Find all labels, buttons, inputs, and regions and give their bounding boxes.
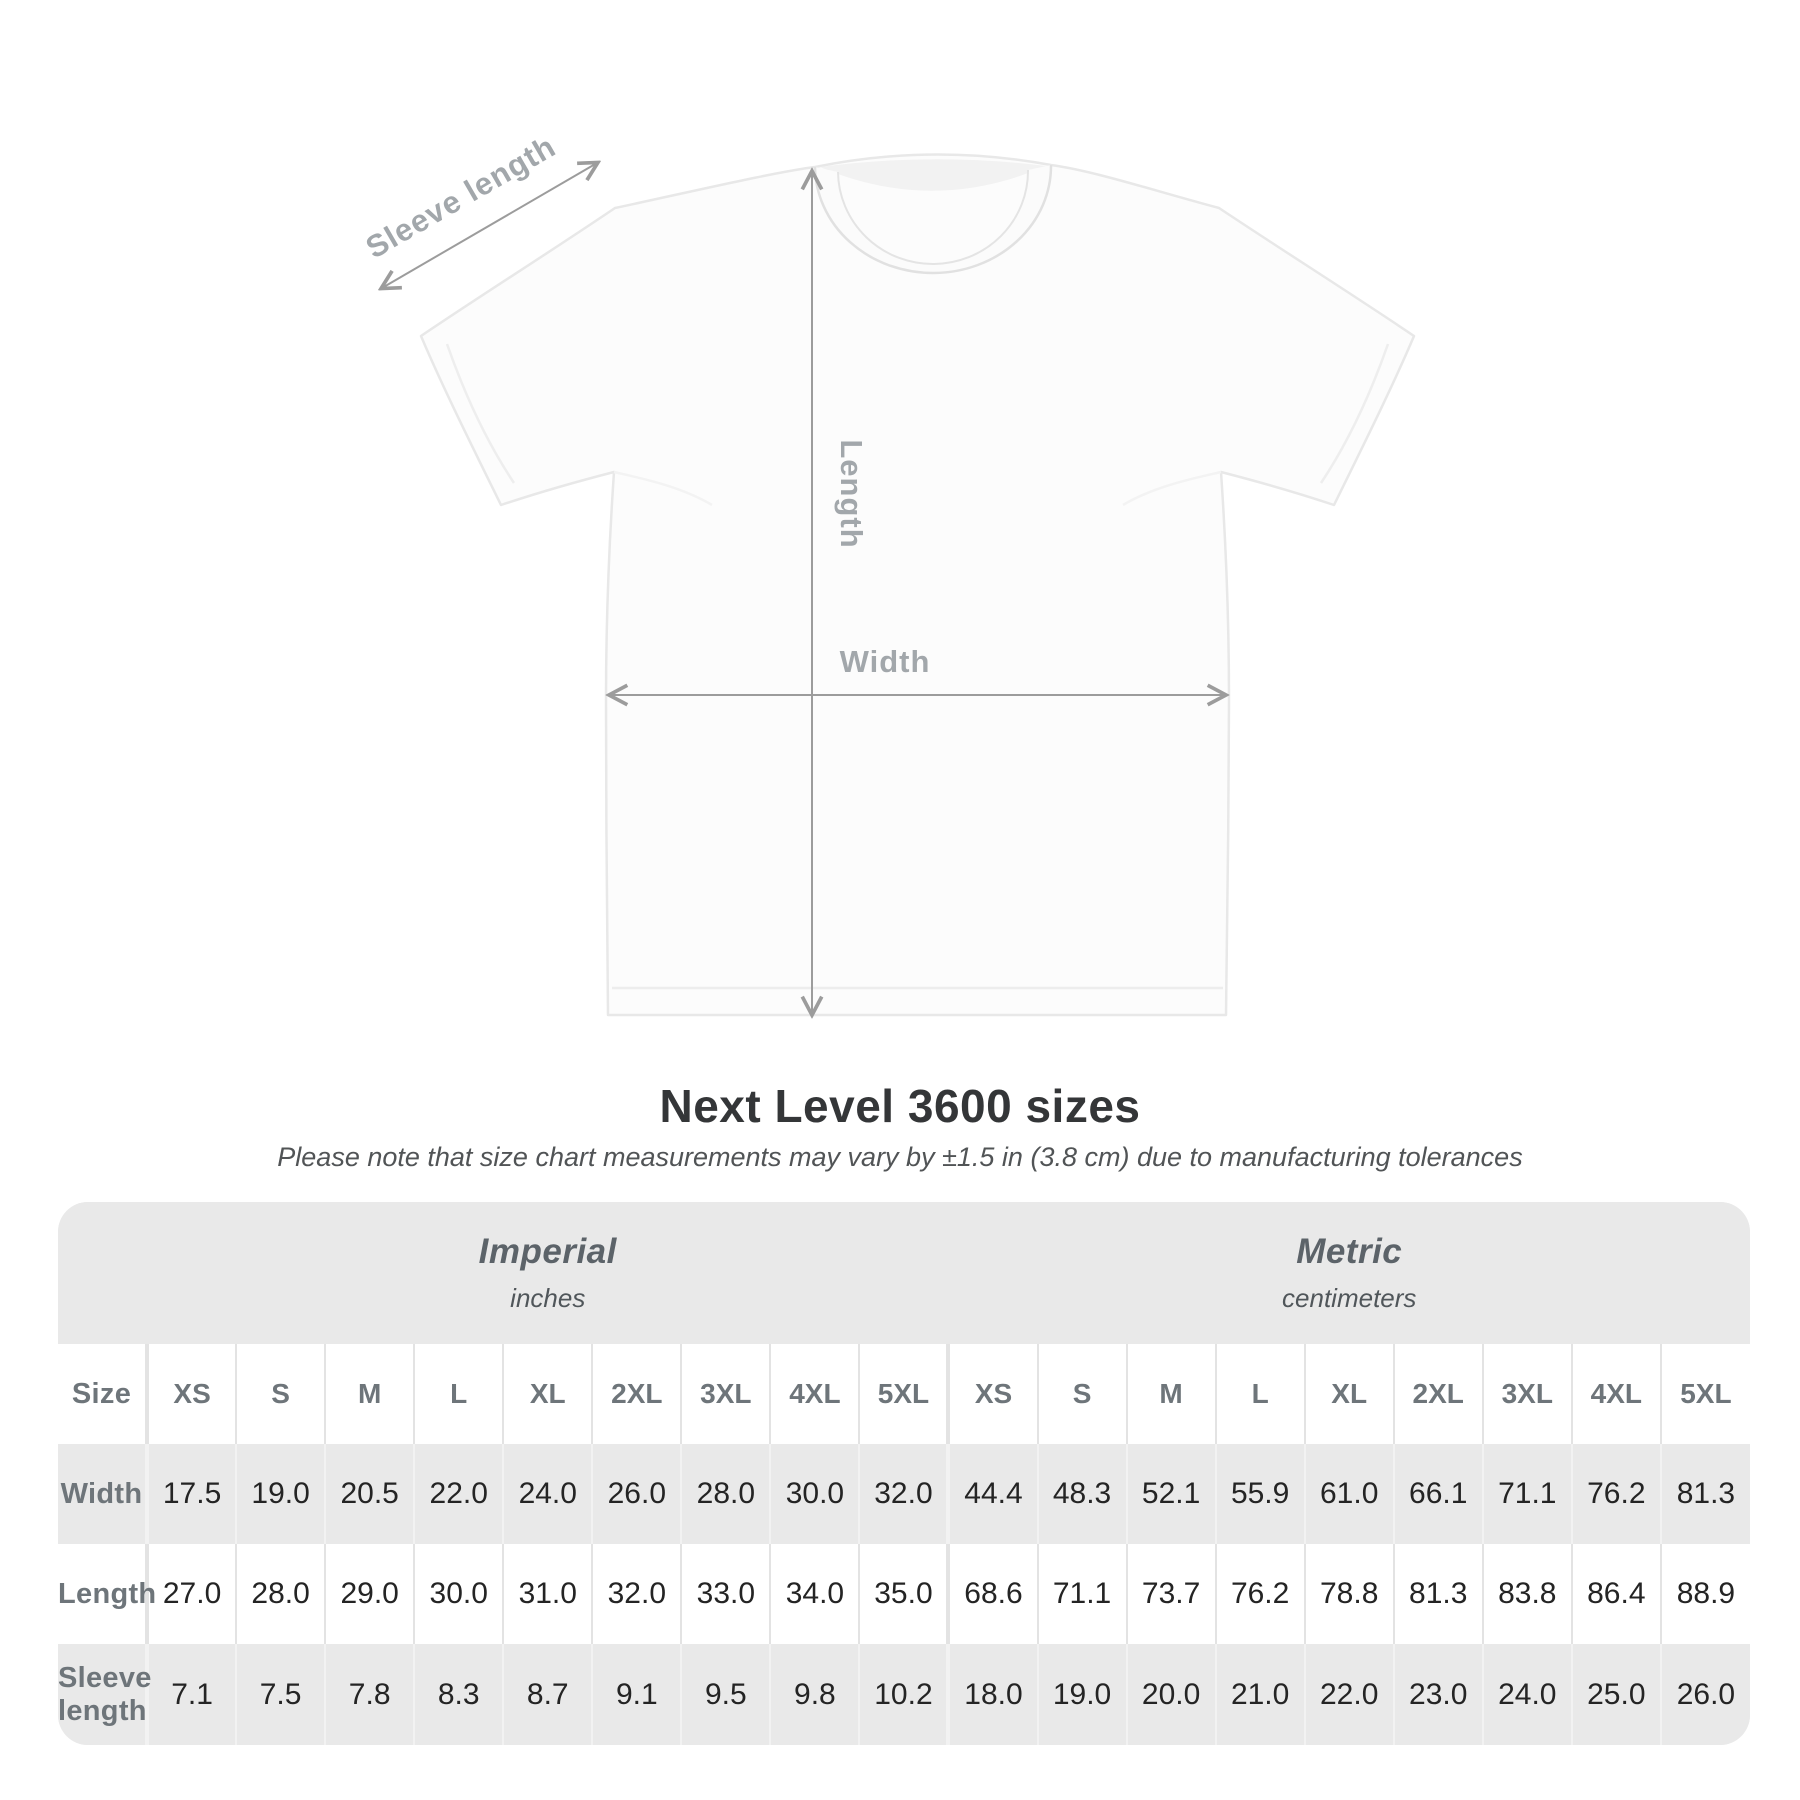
- cell: 71.1: [1038, 1544, 1127, 1644]
- cell: 34.0: [770, 1544, 859, 1644]
- size-header-row: [58, 1344, 1750, 1444]
- row-label-width: Width: [60, 1477, 143, 1510]
- length-label: Length: [834, 439, 869, 549]
- section-unit: inches: [510, 1283, 586, 1313]
- col-header-xl-metric: XL: [1305, 1344, 1394, 1444]
- cell: 83.8: [1483, 1544, 1572, 1644]
- row-label-sleeve-length: Sleeve length: [58, 1661, 152, 1727]
- cell: 55.9: [1216, 1444, 1305, 1544]
- cell: 68.6: [948, 1544, 1037, 1644]
- cell: 28.0: [681, 1444, 770, 1544]
- cell: 71.1: [1483, 1444, 1572, 1544]
- cell: 25.0: [1572, 1644, 1661, 1745]
- col-header-5xl-metric: 5XL: [1661, 1344, 1750, 1444]
- col-header-4xl-imperial: 4XL: [770, 1344, 859, 1444]
- section-header-row: [58, 1202, 1750, 1344]
- cell: 26.0: [592, 1444, 681, 1544]
- metric-section-header: [948, 1202, 1750, 1344]
- cell: 19.0: [1038, 1644, 1127, 1745]
- cell: 24.0: [1483, 1644, 1572, 1745]
- corner-spacer: [58, 1202, 147, 1344]
- cell: 22.0: [1305, 1644, 1394, 1745]
- cell: 19.0: [236, 1444, 325, 1544]
- cell: 7.8: [325, 1644, 414, 1745]
- tshirt-outline: [421, 154, 1414, 1015]
- cell: 66.1: [1394, 1444, 1483, 1544]
- table-row-width: [58, 1444, 1750, 1544]
- col-header-m-imperial: M: [325, 1344, 414, 1444]
- col-header-2xl-imperial: 2XL: [592, 1344, 681, 1444]
- col-header-s-metric: S: [1038, 1344, 1127, 1444]
- col-header-xs-imperial: XS: [147, 1344, 236, 1444]
- sleeve-length-label: Sleeve length: [359, 128, 562, 266]
- cell: 31.0: [503, 1544, 592, 1644]
- cell: 8.7: [503, 1644, 592, 1745]
- cell: 24.0: [503, 1444, 592, 1544]
- tshirt-illustration: [421, 154, 1414, 1015]
- col-header-4xl-metric: 4XL: [1572, 1344, 1661, 1444]
- cell: 27.0: [147, 1544, 236, 1644]
- col-header-xs-metric: XS: [948, 1344, 1037, 1444]
- cell: 81.3: [1661, 1444, 1750, 1544]
- cell: 26.0: [1661, 1644, 1750, 1745]
- imperial-section-header: [147, 1202, 948, 1344]
- section-unit: centimeters: [1282, 1283, 1417, 1313]
- table-row-length: [58, 1544, 1750, 1644]
- cell: 20.5: [325, 1444, 414, 1544]
- cell: 33.0: [681, 1544, 770, 1644]
- table-row-sleeve-length: [58, 1644, 1750, 1745]
- cell: 21.0: [1216, 1644, 1305, 1745]
- cell: 20.0: [1127, 1644, 1216, 1745]
- col-header-xl-imperial: XL: [503, 1344, 592, 1444]
- cell: 30.0: [770, 1444, 859, 1544]
- cell: 30.0: [414, 1544, 503, 1644]
- col-header-2xl-metric: 2XL: [1394, 1344, 1483, 1444]
- cell: 48.3: [1038, 1444, 1127, 1544]
- cell: 7.1: [147, 1644, 236, 1745]
- col-header-5xl-imperial: 5XL: [859, 1344, 948, 1444]
- cell: 18.0: [948, 1644, 1037, 1745]
- cell: 8.3: [414, 1644, 503, 1745]
- cell: 32.0: [859, 1444, 948, 1544]
- cell: 76.2: [1216, 1544, 1305, 1644]
- cell: 35.0: [859, 1544, 948, 1644]
- size-corner-header: Size: [71, 1377, 132, 1410]
- section-title: Metric: [1296, 1232, 1403, 1271]
- cell: 9.1: [592, 1644, 681, 1745]
- col-header-l-metric: L: [1216, 1344, 1305, 1444]
- cell: 76.2: [1572, 1444, 1661, 1544]
- cell: 32.0: [592, 1544, 681, 1644]
- section-title: Imperial: [478, 1232, 617, 1271]
- cell: 52.1: [1127, 1444, 1216, 1544]
- size-table-card: [58, 1202, 1750, 1745]
- cell: 9.8: [770, 1644, 859, 1745]
- cell: 9.5: [681, 1644, 770, 1745]
- cell: 73.7: [1127, 1544, 1216, 1644]
- col-header-l-imperial: L: [414, 1344, 503, 1444]
- size-table: [58, 1202, 1750, 1745]
- cell: 61.0: [1305, 1444, 1394, 1544]
- cell: 29.0: [325, 1544, 414, 1644]
- col-header-3xl-imperial: 3XL: [681, 1344, 770, 1444]
- cell: 81.3: [1394, 1544, 1483, 1644]
- width-label: Width: [839, 644, 931, 679]
- row-label-length: Length: [58, 1577, 157, 1610]
- cell: 78.8: [1305, 1544, 1394, 1644]
- page-title: Next Level 3600 sizes: [659, 1080, 1141, 1132]
- cell: 10.2: [859, 1644, 948, 1745]
- col-header-m-metric: M: [1127, 1344, 1216, 1444]
- cell: 22.0: [414, 1444, 503, 1544]
- cell: 28.0: [236, 1544, 325, 1644]
- cell: 86.4: [1572, 1544, 1661, 1644]
- cell: 23.0: [1394, 1644, 1483, 1745]
- cell: 17.5: [147, 1444, 236, 1544]
- cell: 44.4: [948, 1444, 1037, 1544]
- col-header-3xl-metric: 3XL: [1483, 1344, 1572, 1444]
- page-subtitle: Please note that size chart measurements may vary by ±1.5 in (3.8 cm) due to manufacturing tolerances: [277, 1142, 1523, 1172]
- col-header-s-imperial: S: [236, 1344, 325, 1444]
- cell: 7.5: [236, 1644, 325, 1745]
- cell: 88.9: [1661, 1544, 1750, 1644]
